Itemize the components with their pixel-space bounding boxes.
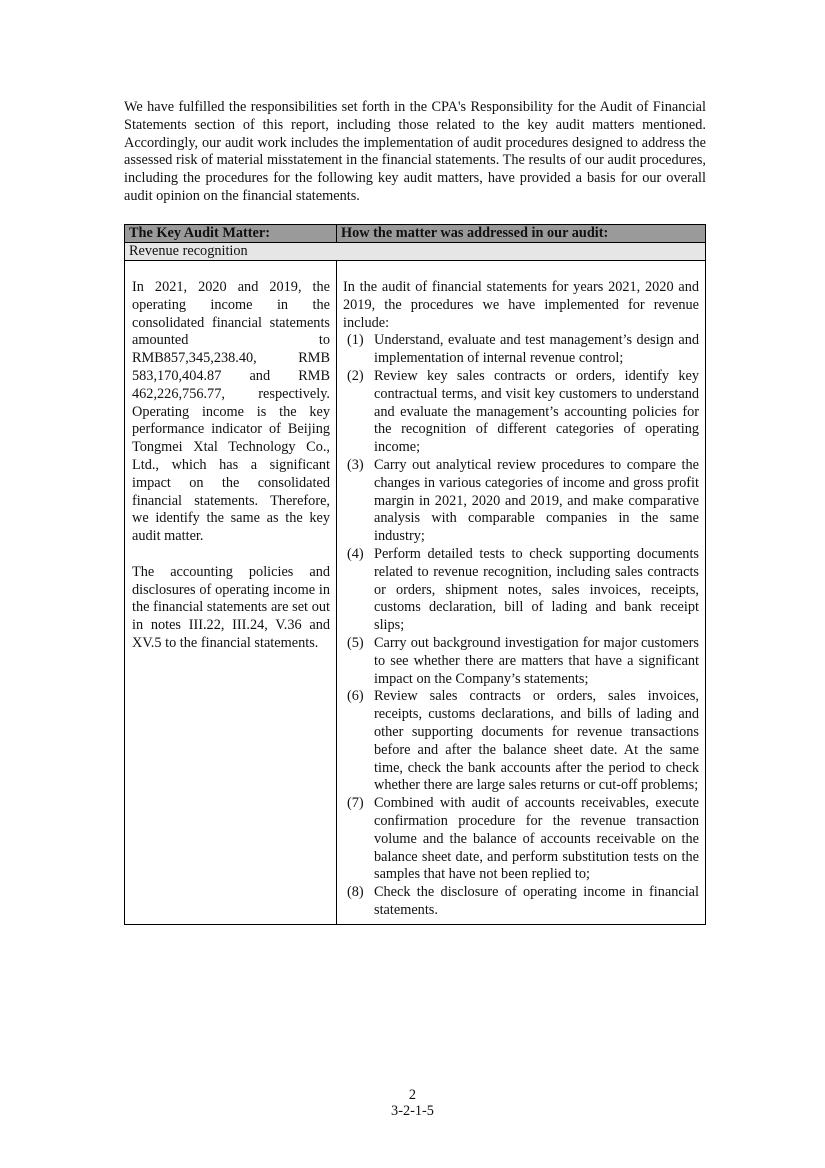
list-item-text: Perform detailed tests to check supporting documents related to revenue recognition, including sales contracts or orders, shipment notes, sales invoices, receipts, customs declaration, bill of lading and bank receipt slips; — [374, 545, 699, 634]
list-item — [343, 688, 699, 795]
list-item-text: Carry out analytical review procedures to compare the changes in various categories of income and gross profit margin in 2021, 2020 and 2019, and make comparative analysis with comparable companies in the same industry; — [374, 456, 699, 545]
procedures-intro: In the audit of financial statements for years 2021, 2020 and 2019, the procedures we have implemented for revenue include: — [343, 279, 699, 331]
list-item-text: Check the disclosure of operating income in financial statements. — [374, 884, 699, 918]
list-item — [343, 884, 699, 920]
matter-policies-note: The accounting policies and disclosures of operating income in the financial statements are set out in notes III.22, III.24, V.36 and XV.5 to the financial statements. — [132, 563, 330, 651]
list-item — [343, 795, 699, 884]
table-row — [125, 261, 706, 925]
list-item-text: Carry out background investigation for major customers to see whether there are matters that have a significant impact on the Company’s statements; — [374, 634, 699, 687]
list-item-number: (2) — [347, 367, 364, 384]
list-item-number: (1) — [347, 332, 364, 349]
table-header-row — [125, 225, 706, 243]
intro-paragraph: We have fulfilled the responsibilities set forth in the CPA's Responsibility for the Audit of Financial Statements section of this report, including those related to the key audit matters mentioned. Accordingly, our audit work includes the implementation of audit procedures designed to address the assessed risk of material misstatement in the financial statements. The results of our audit procedures, including the procedures for the following key audit matters, have provided a basis for our overall audit opinion on the financial statements. — [124, 99, 706, 204]
list-item-text: Combined with audit of accounts receivables, execute confirmation procedure for the revenue transaction volume and the balance of accounts receivable on the balance sheet date, and perform substitution tests on the samples that have not been replied to; — [374, 795, 699, 883]
audit-response-cell — [337, 261, 706, 925]
list-item-text: Understand, evaluate and test management’s design and implementation of internal revenue control; — [374, 332, 699, 367]
list-item — [343, 635, 699, 688]
list-item-number: (6) — [347, 688, 364, 705]
section-title: Revenue recognition — [125, 243, 706, 261]
document-code: 3-2-1-5 — [391, 1103, 434, 1119]
list-item — [343, 457, 699, 546]
list-item-number: (8) — [347, 884, 364, 901]
list-item-number: (4) — [347, 545, 364, 562]
list-item-text: Review key sales contracts or orders, identify key contractual terms, and visit key customers to understand and evaluate the management’s accounting policies for the recognition of different categories of operating income; — [374, 367, 699, 456]
list-item — [343, 546, 699, 635]
key-audit-matter-cell — [125, 261, 337, 925]
header-how-addressed: How the matter was addressed in our audit: — [337, 225, 706, 243]
list-item-number: (5) — [347, 634, 364, 651]
list-item-number: (7) — [347, 795, 364, 812]
matter-description: In 2021, 2020 and 2019, the operating income in the consolidated financial statements amounted to RMB857,345,238.40, RMB 583,170,404.87 and RMB 462,226,756.77, respectively. Operating income is the key performance indicator of Beijing Tongmei Xtal Technology Co., Ltd., which has a significant impact on the consolidated financial statements. Therefore, we identify the same as the key audit matter. — [132, 279, 330, 545]
list-item-number: (3) — [347, 456, 364, 473]
key-audit-matters-table — [124, 224, 706, 925]
list-item — [343, 368, 699, 457]
section-row — [125, 243, 706, 261]
header-key-audit-matter: The Key Audit Matter: — [125, 225, 337, 243]
list-item-text: Review sales contracts or orders, sales invoices, receipts, customs declarations, and bills of lading and other supporting documents for revenue transactions before and after the balance sheet date. At the same time, check the bank accounts after the period to check whether there are large sales returns or cut-off problems; — [374, 688, 699, 794]
procedures-list — [343, 332, 699, 919]
list-item — [343, 332, 699, 368]
page-number: 2 — [408, 1087, 417, 1103]
